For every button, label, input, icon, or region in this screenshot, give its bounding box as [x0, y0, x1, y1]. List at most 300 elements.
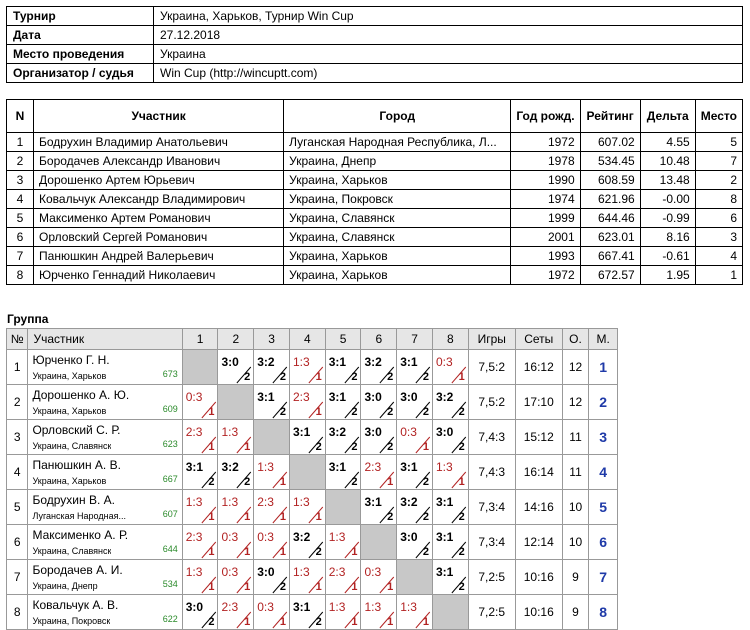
group-participant-rating: 622 — [162, 614, 178, 624]
participant-city: Украина, Днепр — [284, 152, 511, 171]
match-result-cell — [254, 525, 290, 560]
match-points: 1 — [244, 581, 251, 593]
participant-delta: -0.61 — [640, 247, 695, 266]
match-points: 1 — [244, 546, 251, 558]
participant-place: 5 — [695, 133, 742, 152]
info-row — [7, 45, 743, 64]
group-participant — [28, 385, 182, 420]
participant-delta: -0.00 — [640, 190, 695, 209]
group-col-header-opponent: 7 — [397, 329, 433, 350]
group-sets: 16:12 — [515, 350, 562, 385]
match-score: 0:3 — [221, 530, 239, 544]
group-sets: 10:16 — [515, 560, 562, 595]
group-col-header-opponent: 1 — [182, 329, 218, 350]
match-result-cell — [432, 350, 468, 385]
participant-city: Украина, Славянск — [284, 228, 511, 247]
group-participant-city: Луганская Народная... — [32, 511, 126, 521]
match-points: 1 — [422, 441, 429, 453]
participant-name: Панюшкин Андрей Валерьевич — [34, 247, 284, 266]
match-points: 1 — [315, 406, 322, 418]
group-col-header-opponent: 5 — [325, 329, 361, 350]
match-score: 0:3 — [400, 425, 417, 439]
match-score: 3:1 — [400, 355, 418, 369]
info-label: Организатор / судья — [7, 64, 154, 83]
match-points: 2 — [422, 476, 429, 488]
match-points: 2 — [458, 441, 465, 453]
participant-city: Украина, Харьков — [284, 171, 511, 190]
match-result-cell — [361, 455, 397, 490]
group-place: 1 — [589, 350, 618, 385]
participant-birth-year: 1978 — [511, 152, 580, 171]
match-score: 3:0 — [257, 565, 275, 579]
participant-number: 2 — [7, 152, 34, 171]
match-score: 3:0 — [364, 425, 382, 439]
match-points: 1 — [208, 546, 215, 558]
group-participant-name: Орловский С. Р. — [32, 423, 121, 437]
group-row-number: 7 — [7, 560, 28, 595]
match-points: 2 — [458, 406, 465, 418]
match-score: 1:3 — [328, 530, 346, 544]
group-row-number: 3 — [7, 420, 28, 455]
group-games: 7,5:2 — [468, 350, 515, 385]
group-row-number: 4 — [7, 455, 28, 490]
group-participant-rating: 623 — [162, 439, 178, 449]
match-score: 0:3 — [257, 600, 274, 614]
col-header-place: Место — [695, 100, 742, 133]
match-points: 2 — [458, 511, 465, 523]
match-score: 3:1 — [292, 600, 311, 614]
col-header-rating: Рейтинг — [580, 100, 640, 133]
match-score: 0:3 — [435, 355, 453, 369]
match-score: 0:3 — [257, 530, 274, 544]
participant-place: 2 — [695, 171, 742, 190]
group-games: 7,4:3 — [468, 455, 515, 490]
match-points: 1 — [244, 441, 251, 453]
group-col-header-place: М. — [589, 329, 618, 350]
match-points: 2 — [387, 441, 394, 453]
match-score: 3:2 — [257, 355, 275, 369]
group-col-header-opponent: 4 — [289, 329, 325, 350]
group-participant-rating: 534 — [162, 579, 178, 589]
participant-delta: 13.48 — [640, 171, 695, 190]
match-score: 3:1 — [435, 495, 454, 509]
participant-name: Ковальчук Александр Владимирович — [34, 190, 284, 209]
participant-place: 4 — [695, 247, 742, 266]
group-col-header-n: № — [7, 329, 28, 350]
group-col-header-games: Игры — [468, 329, 515, 350]
group-participant-city: Украина, Харьков — [32, 476, 107, 486]
match-score: 2:3 — [257, 495, 274, 509]
group-row — [7, 560, 618, 595]
match-score: 0:3 — [221, 565, 239, 579]
group-sets: 16:14 — [515, 455, 562, 490]
table-row — [7, 266, 743, 285]
group-participant-rating: 667 — [162, 474, 178, 484]
participant-birth-year: 2001 — [511, 228, 580, 247]
match-result-cell — [325, 350, 361, 385]
group-participant-name: Юрченко Г. Н. — [32, 353, 110, 367]
participant-name: Максименко Артем Романович — [34, 209, 284, 228]
info-label: Дата — [7, 26, 154, 45]
match-points: 1 — [208, 581, 215, 593]
match-result-cell — [218, 560, 254, 595]
group-participant-rating: 673 — [162, 369, 178, 379]
match-result-cell — [397, 490, 433, 525]
participant-number: 7 — [7, 247, 34, 266]
info-value: Украина, Харьков, Турнир Win Cup — [154, 7, 743, 26]
match-result-cell — [397, 350, 433, 385]
match-score: 0:3 — [185, 390, 203, 404]
group-participant — [28, 525, 182, 560]
match-score: 1:3 — [400, 600, 417, 614]
match-result-cell — [325, 525, 361, 560]
info-row — [7, 7, 743, 26]
group-col-header-opponent: 8 — [432, 329, 468, 350]
participants-body — [7, 133, 743, 285]
participant-rating: 607.02 — [580, 133, 640, 152]
match-score: 3:1 — [400, 460, 418, 474]
match-score: 0:3 — [364, 565, 382, 579]
match-score: 3:0 — [400, 530, 418, 544]
group-col-header-opponent: 6 — [361, 329, 397, 350]
group-games: 7,4:3 — [468, 420, 515, 455]
match-result-cell — [182, 525, 218, 560]
info-value: Украина — [154, 45, 743, 64]
match-result-cell — [289, 490, 325, 525]
group-participant — [28, 560, 182, 595]
match-result-cell — [218, 420, 254, 455]
participant-city: Луганская Народная Республика, Л... — [284, 133, 511, 152]
match-points: 1 — [387, 581, 394, 593]
participant-birth-year: 1999 — [511, 209, 580, 228]
match-result-cell — [218, 490, 254, 525]
participant-rating: 534.45 — [580, 152, 640, 171]
participant-place: 6 — [695, 209, 742, 228]
match-points: 2 — [458, 546, 465, 558]
group-row — [7, 420, 618, 455]
participants-table — [6, 99, 743, 285]
match-points: 2 — [351, 371, 358, 383]
match-result-cell — [432, 420, 468, 455]
diagonal-cell — [182, 350, 218, 385]
participant-place: 8 — [695, 190, 742, 209]
match-points: 2 — [458, 581, 465, 593]
match-score: 1:3 — [257, 460, 274, 474]
group-participant-name: Бодрухин В. А. — [32, 493, 115, 507]
group-participant-city: Украина, Днепр — [32, 581, 98, 591]
participant-birth-year: 1993 — [511, 247, 580, 266]
participant-place: 7 — [695, 152, 742, 171]
match-result-cell — [289, 350, 325, 385]
match-score: 2:3 — [221, 600, 239, 614]
match-points: 2 — [422, 546, 429, 558]
match-points: 1 — [208, 406, 215, 418]
table-row — [7, 152, 743, 171]
group-games: 7,5:2 — [468, 385, 515, 420]
participant-rating: 623.01 — [580, 228, 640, 247]
match-points: 2 — [315, 546, 322, 558]
match-score: 1:3 — [364, 600, 382, 614]
match-result-cell — [289, 385, 325, 420]
match-result-cell — [361, 490, 397, 525]
participant-name: Орловский Сергей Романович — [34, 228, 284, 247]
match-result-cell — [325, 385, 361, 420]
match-score: 2:3 — [185, 530, 203, 544]
match-score: 1:3 — [292, 495, 310, 509]
group-participant — [28, 595, 182, 630]
info-value: 27.12.2018 — [154, 26, 743, 45]
match-result-cell — [361, 420, 397, 455]
match-result-cell — [289, 420, 325, 455]
group-row-number: 1 — [7, 350, 28, 385]
group-sets: 15:12 — [515, 420, 562, 455]
match-points: 1 — [315, 371, 322, 383]
match-score: 2:3 — [292, 390, 310, 404]
match-points: 1 — [351, 616, 358, 628]
group-sets: 17:10 — [515, 385, 562, 420]
group-results-table — [6, 328, 618, 630]
table-row — [7, 247, 743, 266]
match-points: 2 — [279, 581, 286, 593]
tournament-info-table — [6, 6, 743, 83]
match-points: 2 — [387, 511, 394, 523]
match-score: 3:0 — [185, 600, 204, 614]
match-result-cell — [218, 525, 254, 560]
match-points: 1 — [315, 511, 322, 523]
group-games: 7,2:5 — [468, 595, 515, 630]
match-score: 1:3 — [185, 495, 203, 509]
match-score: 3:0 — [221, 355, 239, 369]
participant-rating: 644.46 — [580, 209, 640, 228]
participant-delta: 10.48 — [640, 152, 695, 171]
group-participant — [28, 350, 182, 385]
match-score: 2:3 — [185, 425, 203, 439]
match-points: 2 — [208, 476, 215, 488]
match-result-cell — [254, 595, 290, 630]
match-score: 3:2 — [292, 530, 311, 544]
match-score: 3:0 — [400, 390, 418, 404]
group-participant-rating: 607 — [162, 509, 178, 519]
match-result-cell — [432, 385, 468, 420]
group-place: 5 — [589, 490, 618, 525]
match-result-cell — [182, 385, 218, 420]
group-points: 9 — [562, 595, 589, 630]
match-score: 2:3 — [364, 460, 382, 474]
participant-city: Украина, Харьков — [284, 247, 511, 266]
group-participant-city: Украина, Славянск — [32, 546, 112, 556]
match-score: 3:1 — [292, 425, 311, 439]
table-row — [7, 209, 743, 228]
participant-birth-year: 1990 — [511, 171, 580, 190]
participant-delta: -0.99 — [640, 209, 695, 228]
match-points: 1 — [244, 511, 251, 523]
match-score: 1:3 — [221, 495, 239, 509]
match-points: 1 — [208, 441, 215, 453]
group-participant — [28, 455, 182, 490]
match-score: 2:3 — [328, 565, 346, 579]
match-points: 2 — [351, 441, 358, 453]
match-points: 1 — [387, 476, 394, 488]
group-points: 11 — [562, 420, 589, 455]
group-sets: 12:14 — [515, 525, 562, 560]
group-row-number: 2 — [7, 385, 28, 420]
participant-place: 1 — [695, 266, 742, 285]
match-points: 1 — [208, 511, 215, 523]
diagonal-cell — [397, 560, 433, 595]
match-score: 1:3 — [328, 600, 346, 614]
diagonal-cell — [218, 385, 254, 420]
diagonal-cell — [254, 420, 290, 455]
participant-city: Украина, Харьков — [284, 266, 511, 285]
match-result-cell — [182, 420, 218, 455]
match-score: 3:1 — [435, 530, 454, 544]
group-participant-name: Ковальчук А. В. — [32, 598, 119, 612]
match-result-cell — [397, 385, 433, 420]
table-row — [7, 190, 743, 209]
match-result-cell — [254, 560, 290, 595]
group-row — [7, 490, 618, 525]
group-header-row — [7, 329, 618, 350]
match-points: 1 — [315, 581, 322, 593]
participant-birth-year: 1974 — [511, 190, 580, 209]
group-col-header-sets: Сеты — [515, 329, 562, 350]
group-place: 2 — [589, 385, 618, 420]
match-result-cell — [397, 525, 433, 560]
group-row-number: 5 — [7, 490, 28, 525]
match-score: 3:1 — [328, 390, 347, 404]
match-score: 3:1 — [364, 495, 382, 509]
participants-header-row — [7, 100, 743, 133]
match-points: 2 — [387, 371, 394, 383]
group-participant-rating: 644 — [162, 544, 178, 554]
group-col-header-points: О. — [562, 329, 589, 350]
diagonal-cell — [289, 455, 325, 490]
match-score: 3:0 — [435, 425, 454, 439]
group-participant-city: Украина, Славянск — [32, 441, 112, 451]
match-score: 1:3 — [292, 355, 310, 369]
match-points: 2 — [387, 406, 394, 418]
info-row — [7, 26, 743, 45]
match-points: 2 — [351, 476, 358, 488]
match-score: 3:2 — [221, 460, 239, 474]
participant-number: 3 — [7, 171, 34, 190]
group-row — [7, 455, 618, 490]
match-result-cell — [325, 560, 361, 595]
match-score: 3:1 — [328, 460, 347, 474]
match-result-cell — [325, 420, 361, 455]
match-result-cell — [254, 385, 290, 420]
group-participant-city: Украина, Покровск — [32, 616, 111, 626]
participant-rating: 608.59 — [580, 171, 640, 190]
match-score: 1:3 — [292, 565, 310, 579]
match-points: 2 — [244, 476, 251, 488]
group-games: 7,3:4 — [468, 490, 515, 525]
participant-number: 1 — [7, 133, 34, 152]
group-participant-rating: 609 — [162, 404, 178, 414]
match-result-cell — [432, 525, 468, 560]
match-result-cell — [432, 560, 468, 595]
match-result-cell — [432, 490, 468, 525]
participant-city: Украина, Славянск — [284, 209, 511, 228]
match-score: 3:1 — [435, 565, 454, 579]
group-participant — [28, 490, 182, 525]
match-points: 1 — [244, 616, 251, 628]
group-games: 7,3:4 — [468, 525, 515, 560]
match-points: 1 — [387, 616, 394, 628]
match-result-cell — [182, 595, 218, 630]
participant-name: Бородачев Александр Иванович — [34, 152, 284, 171]
match-result-cell — [218, 595, 254, 630]
participant-delta: 1.95 — [640, 266, 695, 285]
group-place: 4 — [589, 455, 618, 490]
match-result-cell — [218, 350, 254, 385]
group-participant-city: Украина, Харьков — [32, 371, 107, 381]
match-result-cell — [361, 385, 397, 420]
group-col-header-opponent: 2 — [218, 329, 254, 350]
match-points: 1 — [279, 511, 286, 523]
group-place: 8 — [589, 595, 618, 630]
participant-place: 3 — [695, 228, 742, 247]
group-place: 6 — [589, 525, 618, 560]
participant-name: Бодрухин Владимир Анатольевич — [34, 133, 284, 152]
col-header-n: N — [7, 100, 34, 133]
match-result-cell — [218, 455, 254, 490]
match-points: 1 — [279, 616, 286, 628]
match-score: 3:1 — [328, 355, 347, 369]
match-points: 1 — [351, 581, 358, 593]
group-participant-name: Панюшкин А. В. — [32, 458, 121, 472]
match-points: 2 — [351, 406, 358, 418]
participant-number: 4 — [7, 190, 34, 209]
col-header-year: Год рожд. — [511, 100, 580, 133]
group-place: 3 — [589, 420, 618, 455]
match-result-cell — [325, 455, 361, 490]
match-score: 1:3 — [221, 425, 239, 439]
match-points: 2 — [422, 371, 429, 383]
match-result-cell — [182, 455, 218, 490]
match-result-cell — [182, 560, 218, 595]
table-row — [7, 133, 743, 152]
group-games: 7,2:5 — [468, 560, 515, 595]
group-row — [7, 525, 618, 560]
participant-rating: 621.96 — [580, 190, 640, 209]
match-points: 1 — [279, 546, 286, 558]
match-points: 1 — [422, 616, 429, 628]
info-label: Место проведения — [7, 45, 154, 64]
group-points: 12 — [562, 350, 589, 385]
match-result-cell — [254, 350, 290, 385]
participant-name: Дорошенко Артем Юрьевич — [34, 171, 284, 190]
match-points: 1 — [351, 546, 358, 558]
group-row-number: 6 — [7, 525, 28, 560]
match-score: 3:2 — [400, 495, 418, 509]
group-participant-name: Дорошенко А. Ю. — [32, 388, 130, 402]
match-result-cell — [289, 560, 325, 595]
participant-number: 6 — [7, 228, 34, 247]
col-header-delta: Дельта — [640, 100, 695, 133]
table-row — [7, 171, 743, 190]
match-result-cell — [397, 595, 433, 630]
participant-city: Украина, Покровск — [284, 190, 511, 209]
group-participant-city: Украина, Харьков — [32, 406, 107, 416]
group-sets: 10:16 — [515, 595, 562, 630]
participant-name: Юрченко Геннадий Николаевич — [34, 266, 284, 285]
participant-number: 5 — [7, 209, 34, 228]
diagonal-cell — [361, 525, 397, 560]
match-points: 2 — [315, 616, 322, 628]
match-result-cell — [254, 490, 290, 525]
participant-number: 8 — [7, 266, 34, 285]
